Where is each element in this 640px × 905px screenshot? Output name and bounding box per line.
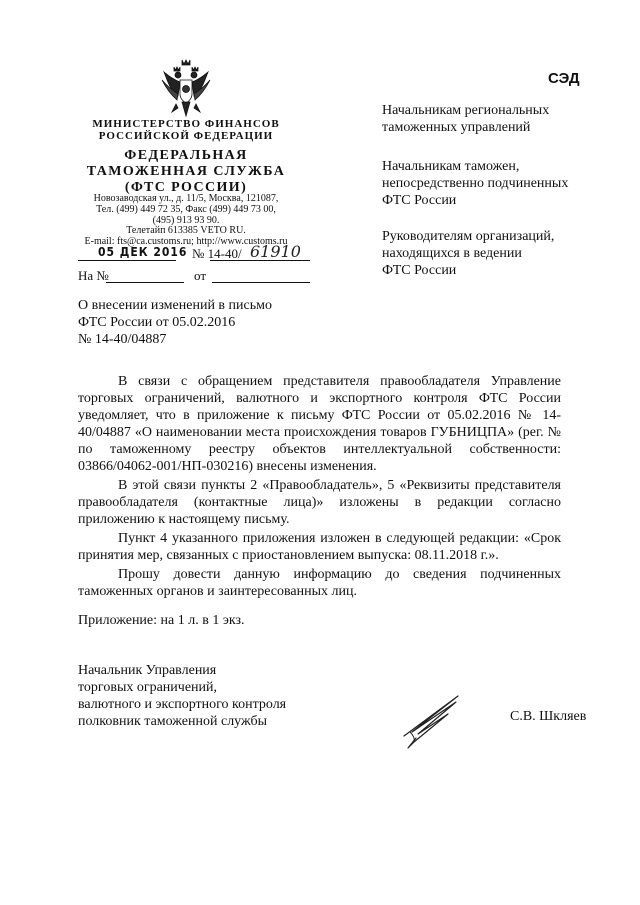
sender-address (78, 193, 294, 226)
addressee-line: ФТС России (382, 193, 457, 208)
signer-title (78, 662, 318, 730)
body-paragraph: В связи с обращением представителя правообладателя Управление торговых ограничений, валютного и экспортного контроля ФТС России уведомляет, что в приложение к письму ФТС России от 05.02.2016 № 14-40/04887 «О наименовании места происхождения товаров ГУБНИЦПА» (рег. № по таможенному реестру объектов интеллектуальной собственности: 03866/04062-001/НП-030216) внесены изменения. (78, 374, 561, 474)
addressee-line: непосредственно подчиненных (382, 176, 569, 191)
subject-line: О внесении изменений в письмо (78, 298, 272, 313)
date-underline (78, 260, 176, 261)
subject-line: ФТС России от 05.02.2016 (78, 315, 236, 330)
address-line: (495) 913 93 90. (152, 215, 220, 226)
signer-title-line: торговых ограничений, (78, 680, 218, 695)
email-line: E-mail: fts@ca.customs.ru; http://www.customs.ru (84, 236, 288, 247)
service-line: ФЕДЕРАЛЬНАЯ (124, 148, 248, 163)
addressee-block (382, 102, 612, 136)
teletype-line: Телетайп 613385 VETO RU. (126, 225, 246, 236)
subject-line: № 14-40/04887 (78, 332, 167, 347)
ref-number-label: На № (78, 268, 109, 283)
registration-line (78, 243, 312, 263)
signer-title-line: полковник таможенной службы (78, 714, 268, 729)
handwritten-number: 61910 (250, 242, 301, 261)
sed-mark: СЭД (548, 70, 580, 87)
date-stamp: 05 ДЕК 2016 (98, 245, 188, 259)
body-paragraph: В этой связи пункты 2 «Правообладатель», 5 «Реквизиты представителя правообладателя (контактные лица)» изложены в редакции согласно приложению к настоящему письму. (78, 478, 561, 527)
addressee-line: находящихся в ведении (382, 246, 522, 261)
ref-date-label: от (194, 268, 207, 283)
service-line: (ФТС РОССИИ) (124, 180, 248, 195)
addressee-line: ФТС России (382, 263, 457, 278)
signer-title-line: Начальник Управления (78, 663, 217, 678)
reference-line (78, 268, 312, 286)
address-line: Новозаводская ул., д. 11/5, Москва, 121087, (93, 193, 279, 204)
addressee-line: Начальникам региональных (382, 103, 550, 118)
ref-number-blank (106, 282, 184, 283)
service-line: ТАМОЖЕННАЯ СЛУЖБА (86, 164, 286, 179)
body-paragraph: Прошу довести данную информацию до сведения подчиненных таможенных органов и заинтересованных лиц. (78, 567, 561, 599)
number-label: № 14-40/ (192, 246, 242, 261)
addressee-block (382, 158, 612, 209)
service-name (78, 148, 294, 196)
signer-title-line: валютного и экспортного контроля (78, 697, 287, 712)
addressee-line: таможенных управлений (382, 120, 531, 135)
addressee-block (382, 228, 612, 279)
ref-date-blank (212, 282, 310, 283)
letter-subject (78, 297, 328, 348)
addressee-line: Руководителям организаций, (382, 229, 555, 244)
coat-of-arms-emblem (160, 58, 212, 120)
ministry-name (78, 118, 294, 142)
ministry-line: МИНИСТЕРСТВО ФИНАНСОВ (92, 118, 280, 130)
number-underline (210, 260, 310, 261)
addressee-line: Начальникам таможен, (382, 159, 520, 174)
ministry-line: РОССИЙСКОЙ ФЕДЕРАЦИИ (98, 130, 274, 142)
body-paragraph: Пункт 4 указанного приложения изложен в следующей редакции: «Срок принятия мер, связанных с приостановлением выпуска: 08.11.2018 г.». (78, 531, 561, 563)
attachment-note: Приложение: на 1 л. в 1 экз. (78, 613, 245, 628)
letter-body (78, 373, 561, 600)
handwritten-signature (398, 692, 466, 750)
address-line: Тел. (499) 449 72 35, Факс (499) 449 73 00, (96, 204, 276, 215)
signer-name: С.В. Шкляев (510, 709, 587, 724)
